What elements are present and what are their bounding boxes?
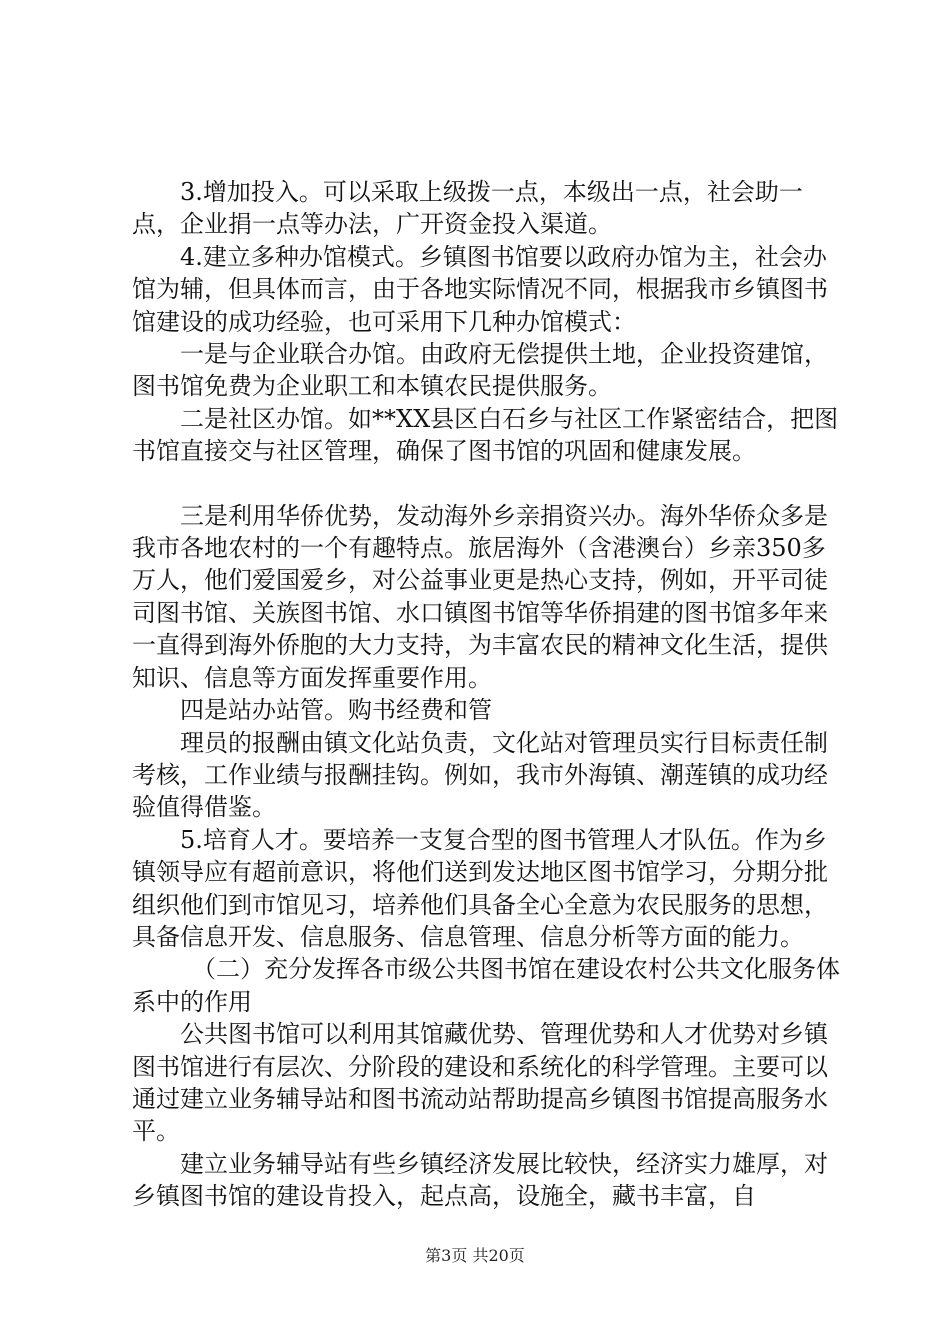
paragraph-model-station: 四是站办站管。购书经费和管 bbox=[180, 696, 492, 725]
paragraph-guidance-station: 建立业务辅导站有些乡镇经济发展比较快，经济实力雄厚，对乡镇图书馆的建设肯投入，起点高，设施全，藏书丰富，自 bbox=[132, 1149, 828, 1211]
section-heading-public-libraries: （二）充分发挥各市级公共图书馆在建设农村公共文化服务体系中的作用 bbox=[132, 955, 840, 1016]
paragraph-model-community: 二是社区办馆。如**XX县区白石乡与社区工作紧密结合，把图书馆直接交与社区管理，确保了图书馆的巩固和健康发展。 bbox=[132, 404, 839, 466]
body-text bbox=[132, 176, 842, 1213]
paragraph-cultivate-talent: 5.培育人才。要培养一支复合型的图书管理人才队伍。作为乡镇领导应有超前意识，将他们送到发达地区图书馆学习，分期分批组织他们到市馆见习，培养他们具备全心全意为农民服务的思想，具备信息开发、信息服务、信息管理、信息分析等方面的能力。 bbox=[132, 825, 828, 951]
paragraph-public-library-advantages: 公共图书馆可以利用其馆藏优势、管理优势和人才优势对乡镇图书馆进行有层次、分阶段的建设和系统化的科学管理。主要可以通过建立业务辅导站和图书流动站帮助提高乡镇图书馆提高服务水平。 bbox=[132, 1020, 828, 1146]
paragraph-gap bbox=[132, 468, 842, 500]
paragraph-model-overseas-chinese: 三是利用华侨优势，发动海外乡亲捐资兴办。海外华侨众多是我市各地农村的一个有趣特点。旅居海外（含港澳台）乡亲350多万人，他们爱国爱乡，对公益事业更是热心支持，例如，开平司徒司图书馆、关族图书馆、水口镇图书馆等华侨捐建的图书馆多年来一直得到海外侨胞的大力支持，为丰富农民的精神文化生活，提供知识、信息等方面发挥重要作用。 bbox=[132, 501, 828, 692]
page-number-footer: 第3页 共20页 bbox=[425, 1246, 525, 1265]
paragraph-increase-investment: 3.增加投入。可以采取上级拨一点，本级出一点，社会助一点，企业捐一点等办法，广开资金投入渠道。 bbox=[132, 178, 803, 239]
paragraph-library-models: 4.建立多种办馆模式。乡镇图书馆要以政府办馆为主，社会办馆为辅，但具体而言，由于各地实际情况不同，根据我市乡镇图书馆建设的成功经验，也可采用下几种办馆模式： bbox=[132, 242, 828, 336]
paragraph-model-station-continued: 理员的报酬由镇文化站负责，文化站对管理员实行目标责任制考核，工作业绩与报酬挂钩。例如，我市外海镇、潮莲镇的成功经验值得借鉴。 bbox=[132, 728, 828, 822]
paragraph-model-enterprise: 一是与企业联合办馆。由政府无偿提供土地，企业投资建馆，图书馆免费为企业职工和本镇农民提供服务。 bbox=[132, 340, 828, 401]
